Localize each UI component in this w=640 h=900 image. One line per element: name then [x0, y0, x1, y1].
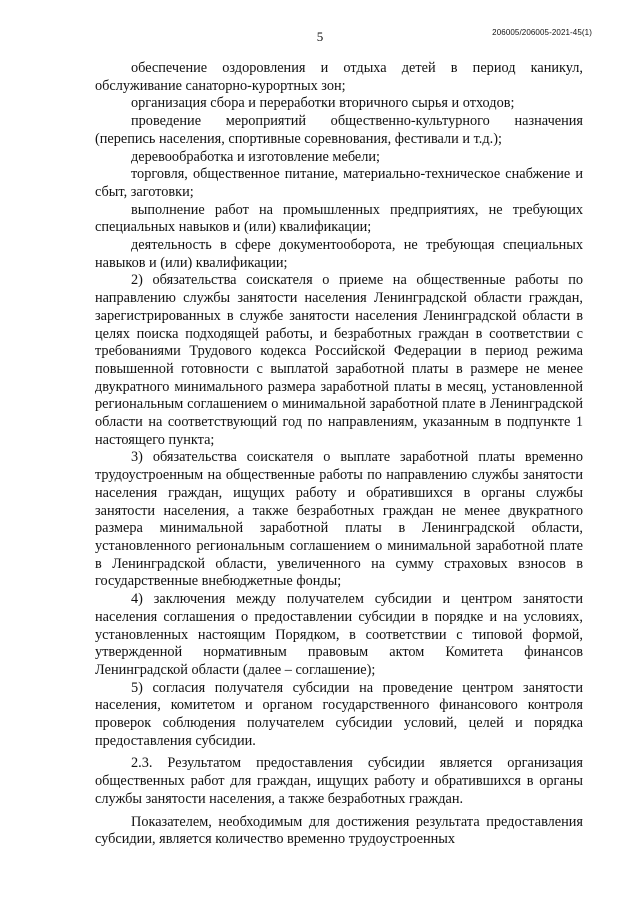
paragraph-indicator: Показателем, необходимым для достижения результата предоставления субсидии, является количество временно трудоустроенных [95, 813, 583, 848]
paragraph-woodworking: деревообработка и изготовление мебели; [131, 148, 381, 165]
paragraph-document-flow: деятельность в сфере документооборота, не требующая специальных навыков и (или) квалификации; [95, 237, 583, 271]
document-code: 206005/206005-2021-45(1) [492, 28, 592, 37]
paragraph-industrial-work: выполнение работ на промышленных предприятиях, не требующих специальных навыков и (или) квалификации; [95, 201, 583, 236]
paragraph-health-recreation: обеспечение оздоровления и отдыха детей в период каникул, обслуживание санаторно-курортных зон; [95, 60, 583, 94]
paragraph-item-3: 3) обязательства соискателя о выплате заработной платы временно трудоустроенным на общественные работы по направлению службы занятости населения граждан, ищущих работу и обратившихся в органы службы занятости населения, а также безработных граждан не менее двукратного размера минимальной заработной платы в Ленинградской области, установленного региональным соглашением о минимальной заработной плате в Ленинградской области, увеличенного на сумму страховых взносов в государственные внебюджетные фонды; [95, 449, 583, 590]
paragraph-trade: торговля, общественное питание, материально-техническое снабжение и сбыт, заготовки; [95, 166, 583, 200]
page-number: 5 [316, 29, 324, 44]
paragraph-item-4: 4) заключения между получателем субсидии и центром занятости населения соглашения о предоставлении субсидии в порядке и на условиях, установленных настоящим Порядком, в соответствии с типовой формой, утвержденной нормативным правовым актом Комитета финансов Ленинградской области (далее – соглашение); [95, 591, 583, 678]
paragraph-cultural-events: проведение мероприятий общественно-культурного назначения (перепись населения, спортивные соревнования, фестивали и т.д.); [95, 113, 583, 147]
paragraph-section-2-3: 2.3. Результатом предоставления субсидии является организация общественных работ для граждан, ищущих работу и обратившихся в органы службы занятости населения, а также безработных граждан. [95, 755, 583, 807]
paragraph-recycling: организация сбора и переработки вторичного сырья и отходов; [131, 95, 515, 112]
paragraph-item-2: 2) обязательства соискателя о приеме на общественные работы по направлению службы занятости населения Ленинградской области граждан, зарегистрированных в службе занятости населения Ленинградской области в целях поиска подходящей работы, и безработных граждан в соответствии с требованиями Трудового кодекса Российской Федерации в период режима повышенной готовности с выплатой заработной платы в размере не менее двукратного минимального размера заработной платы в месяц, установленной региональным соглашением о минимальной заработной плате в Ленинградской области на соответствующий год по направлениям, указанным в подпункте 1 настоящего пункта; [95, 272, 583, 448]
document-body [95, 60, 583, 849]
paragraph-item-5: 5) согласия получателя субсидии на проведение центром занятости населения, комитетом и органом государственного финансового контроля проверок соблюдения получателем субсидии условий, целей и порядка предоставления субсидии. [95, 679, 583, 749]
